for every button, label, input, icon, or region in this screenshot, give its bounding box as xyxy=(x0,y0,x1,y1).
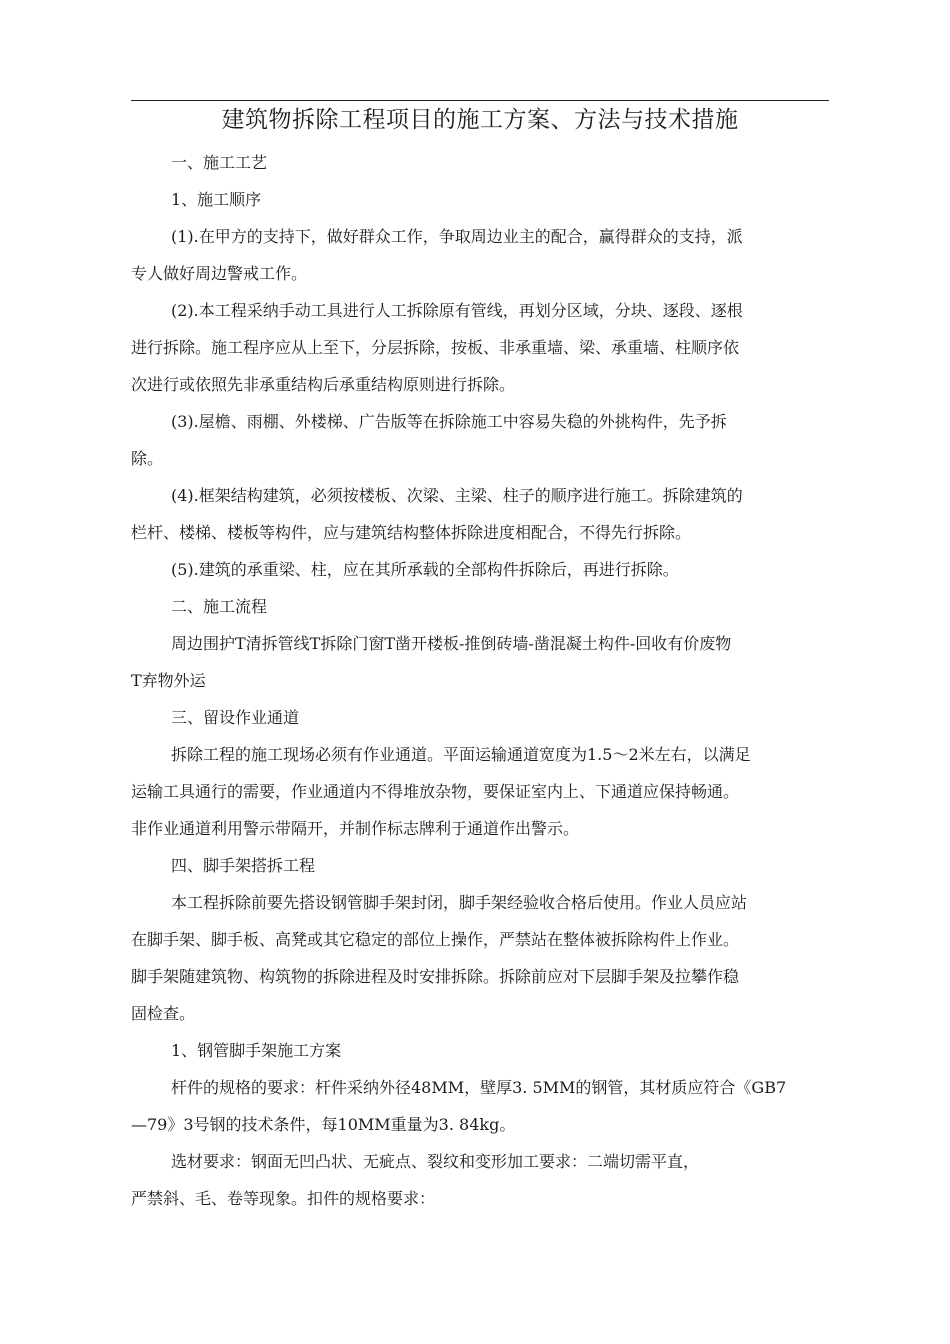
text-line: 二、施工流程 xyxy=(171,597,268,616)
text-line: 拆除工程的施工现场必须有作业通道。平面运输通道宽度为1.5〜2米左右，以满足 xyxy=(171,745,751,764)
text-line: 四、脚手架搭拆工程 xyxy=(171,856,316,875)
body-paragraph xyxy=(131,218,829,292)
body-paragraph xyxy=(131,292,829,403)
text-line: 次进行或依照先非承重结构后承重结构原则进行拆除。 xyxy=(131,375,516,394)
text-line: 专人做好周边警戒工作。 xyxy=(131,264,308,283)
section-heading xyxy=(131,1032,829,1069)
text-line: (4).框架结构建筑，必须按楼板、次梁、主梁、柱子的顺序进行施工。拆除建筑的 xyxy=(171,486,743,505)
text-line: 选材要求：钢面无凹凸状、无疵点、裂纹和变形加工要求：二端切需平直， xyxy=(171,1152,700,1171)
body-paragraph xyxy=(131,884,829,1032)
document-title: 建筑物拆除工程项目的施工方案、方法与技术措施 xyxy=(221,107,739,133)
text-line: (3).屋檐、雨棚、外楼梯、广告版等在拆除施工中容易失稳的外挑构件，先予拆 xyxy=(171,412,727,431)
section-heading xyxy=(131,847,829,884)
section-heading xyxy=(131,181,829,218)
body-paragraph xyxy=(131,736,829,847)
text-line: —79》3号钢的技术条件，每10MM重量为3. 84kg。 xyxy=(131,1115,516,1134)
body-paragraph xyxy=(131,551,829,588)
section-heading xyxy=(131,144,829,181)
text-line: 本工程拆除前要先搭设钢管脚手架封闭，脚手架经验收合格后使用。作业人员应站 xyxy=(171,893,748,912)
text-line: (5).建筑的承重梁、柱，应在其所承载的全部构件拆除后，再进行拆除。 xyxy=(171,560,679,579)
text-line: 杆件的规格的要求：杆件采纳外径48MM，壁厚3. 5MM的钢管，其材质应符合《GB7 xyxy=(171,1078,787,1097)
text-line: 进行拆除。施工程序应从上至下，分层拆除，按板、非承重墙、梁、承重墙、柱顺序依 xyxy=(131,338,740,357)
text-line: 运输工具通行的需要，作业通道内不得堆放杂物，要保证室内上、下通道应保持畅通。 xyxy=(131,782,740,801)
text-line: 非作业通道利用警示带隔开，并制作标志牌利于通道作出警示。 xyxy=(131,819,580,838)
text-line: 一、施工工艺 xyxy=(171,153,268,172)
body-paragraph xyxy=(131,403,829,477)
text-line: 1、施工顺序 xyxy=(171,190,262,209)
section-heading xyxy=(131,699,829,736)
text-line: 1、钢管脚手架施工方案 xyxy=(171,1041,342,1060)
section-heading xyxy=(131,588,829,625)
text-line: (2).本工程采纳手动工具进行人工拆除原有管线，再划分区域，分块、逐段、逐根 xyxy=(171,301,743,320)
text-line: 严禁斜、毛、卷等现象。扣件的规格要求： xyxy=(131,1189,436,1208)
body-paragraph xyxy=(131,477,829,551)
text-line: 周边围护T清拆管线T拆除门窗T凿开楼板-推倒砖墙-凿混凝土构件-回收有价废物 xyxy=(171,634,732,653)
text-line: 脚手架随建筑物、构筑物的拆除进程及时安排拆除。拆除前应对下层脚手架及拉攀作稳 xyxy=(131,967,740,986)
document-body xyxy=(131,144,829,1217)
text-line: T弃物外运 xyxy=(131,671,206,690)
text-line: 三、留设作业通道 xyxy=(171,708,300,727)
body-paragraph xyxy=(131,1143,829,1217)
text-line: 除。 xyxy=(131,449,164,468)
text-line: 栏杆、楼梯、楼板等构件，应与建筑结构整体拆除进度相配合，不得先行拆除。 xyxy=(131,523,692,542)
header-rule xyxy=(131,100,829,101)
text-line: (1).在甲方的支持下，做好群众工作，争取周边业主的配合，赢得群众的支持，派 xyxy=(171,227,743,246)
body-paragraph xyxy=(131,1069,829,1143)
body-paragraph xyxy=(131,625,829,699)
text-line: 在脚手架、脚手板、高凳或其它稳定的部位上操作，严禁站在整体被拆除构件上作业。 xyxy=(131,930,740,949)
text-line: 固检查。 xyxy=(131,1004,196,1023)
